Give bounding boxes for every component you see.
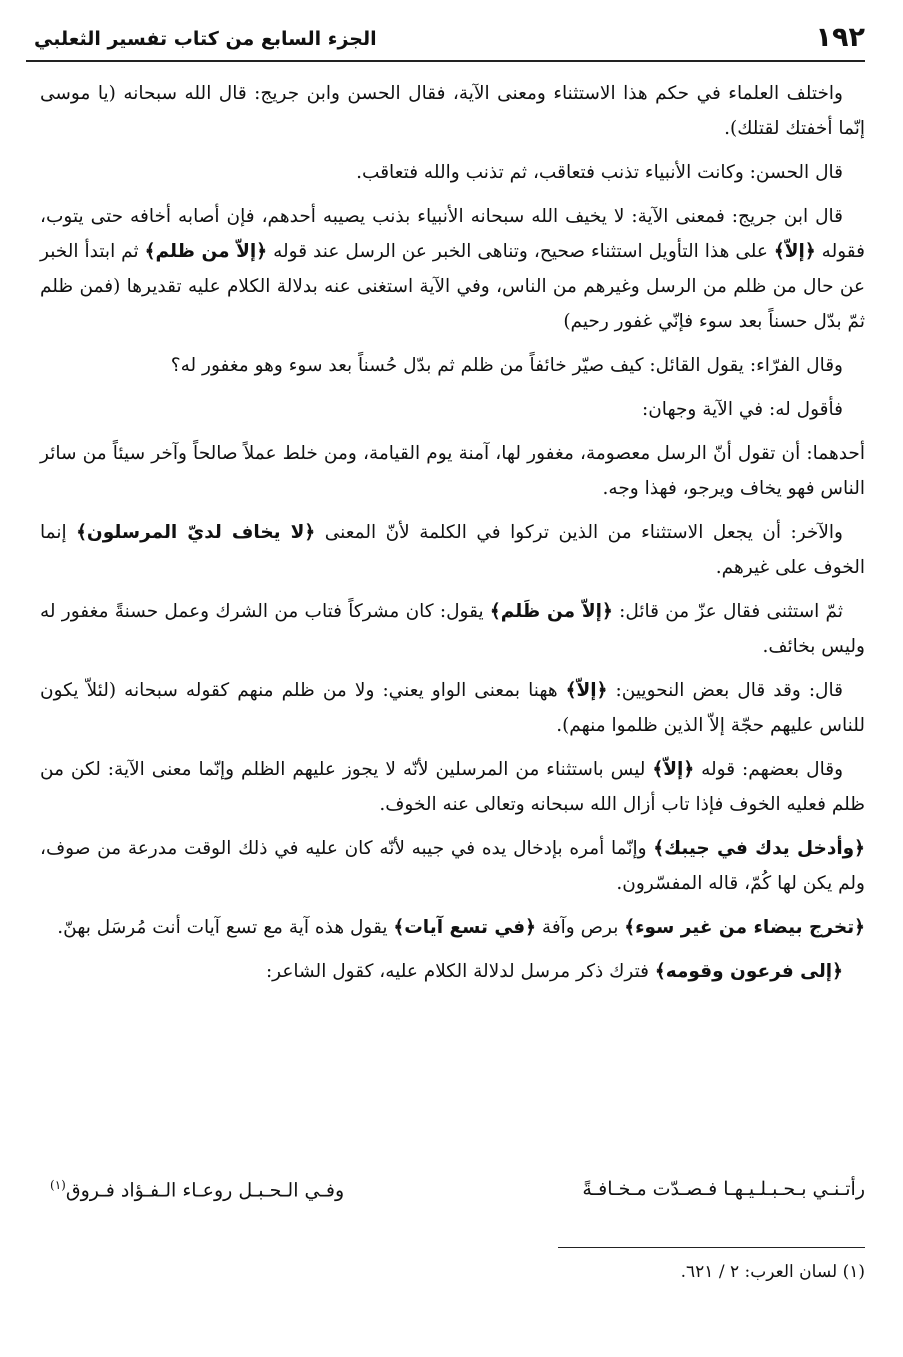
quran-quote: ﴿في تسع آيات﴾ <box>393 917 537 938</box>
quran-quote: ﴿لا يخاف لديّ المرسلون﴾ <box>76 522 316 543</box>
quran-quote: ﴿وأدخل يدك في جيبك﴾ <box>653 838 866 859</box>
paragraph: قال الحسن: وكانت الأنبياء تذنب فتعاقب، ثم تذنب والله فتعاقب. <box>356 162 843 183</box>
text-run: يقول: كان مشركاً فتاب من الشرك وعمل حسنةً مغفور له وليس بخائف. <box>40 601 865 657</box>
paragraph <box>40 954 865 989</box>
verse-second-text: وفـي الـحـبـل روعـاء الـفـؤاد فـروق <box>65 1179 345 1202</box>
quran-quote: ﴿إلاّ من ظَلم﴾ <box>489 601 613 622</box>
running-title: الجزء السابع من كتاب تفسير الثعلبي <box>34 28 377 50</box>
paragraph: واختلف العلماء في حكم هذا الاستثناء ومعنى الآية، فقال الحسن وابن جريج: قال الله سبحانه (يا موسى إنّما أخفتك لقتلك). <box>40 83 865 139</box>
quran-quote: ﴿إلاّ من ظلم﴾ <box>144 241 268 262</box>
text-run: ليس باستثناء من المرسلين لأنّه لا يجوز عليهم الظلم وإنّما معنى الآية: لكن من ظلم فعليه الخوف فإذا تاب أزال الله سبحانه وتعالى عنه الخوف. <box>40 759 865 815</box>
quran-quote: ﴿إلى فرعون وقومه﴾ <box>654 961 843 982</box>
paragraph: وقال الفرّاء: يقول القائل: كيف صيّر خائفاً من ظلم ثم بدّل حُسناً بعد سوء وهو مغفور له؟ <box>170 355 843 376</box>
text-run: ثم ابتدأ الخبر عن حال من ظلم من الرسل وغيرهم من الناس، وفي الآية استغنى عنه بدلالة الكلام عليه تقديرها (فمن ظلم ثمّ بدّل حسناً بعد سوء فإنّي غفور رحيم) <box>40 241 865 332</box>
paragraph <box>40 673 865 743</box>
paragraph <box>40 594 865 664</box>
poetry-verse <box>40 1178 865 1214</box>
text-run: وقال بعضهم: قوله <box>701 759 844 780</box>
page-number: ١٩٢ <box>815 22 865 53</box>
text-run: قال: وقد قال بعض النحويين: <box>615 680 843 701</box>
text-run: يقول هذه آية مع تسع آيات أنت مُرسَل بهنّ. <box>57 917 388 938</box>
quran-quote: ﴿تخرج بيضاء من غير سوء﴾ <box>624 917 865 938</box>
paragraph <box>40 752 865 822</box>
paragraph: فأقول له: في الآية وجهان: <box>641 399 843 420</box>
page-body <box>40 76 865 998</box>
paragraph <box>40 515 865 585</box>
text-run: والآخر: أن يجعل الاستثناء من الذين تركوا في الكلمة لأنّ المعنى <box>324 522 843 543</box>
text-run: برص وآفة <box>541 917 619 938</box>
footnote: (١) لسان العرب: ٢ / ٦٢١. <box>680 1262 865 1282</box>
text-run: وإنّما أمره بإدخال يده في جيبه لأنّه كان عليه في ذلك الوقت مدرعة من صوف، ولم يكن لها كُمّ، قاله المفسّرون. <box>40 838 865 894</box>
quran-quote: ﴿إلاّ﴾ <box>652 759 695 780</box>
footnote-reference: (١) <box>50 1178 66 1192</box>
verse-first-hemistich: رأتـنـي بـحـبـلـيـهـا فـصـدّت مـخـافـةً <box>582 1178 865 1200</box>
text-run: إنما الخوف على غيرهم. <box>40 522 865 578</box>
quran-quote: ﴿إلاّ﴾ <box>773 241 816 262</box>
verse-second-hemistich <box>50 1178 344 1201</box>
text-run: ههنا بمعنى الواو يعني: ولا من ظلم منهم كقوله سبحانه (لئلاّ يكون للناس عليهم حجّة إلاّ الذين ظلموا منهم). <box>40 680 865 736</box>
text-run: قال ابن جريج: فمعنى الآية: لا يخيف الله سبحانه الأنبياء بذنب يصيبه أحدهم، فإن أصابه أخافه حتى يتوب، فقوله <box>40 206 865 262</box>
footnote-divider <box>558 1247 865 1248</box>
quran-quote: ﴿إلاّ﴾ <box>565 680 608 701</box>
text-run: على هذا التأويل استثناء صحيح، وتناهى الخبر عن الرسل عند قوله <box>273 241 768 262</box>
paragraph <box>40 910 865 945</box>
text-run: ثمّ استثنى فقال عزّ من قائل: <box>619 601 843 622</box>
paragraph <box>40 199 865 339</box>
page-header <box>26 22 865 62</box>
paragraph: أحدهما: أن تقول أنّ الرسل معصومة، مغفور لها، آمنة يوم القيامة، ومن خلط عملاً صالحاً وآخر سيئاً من سائر الناس فهو يخاف ويرجو، فهذا وجه. <box>40 443 865 499</box>
paragraph <box>40 831 865 901</box>
text-run: فترك ذكر مرسل لدلالة الكلام عليه، كقول الشاعر: <box>265 961 649 982</box>
